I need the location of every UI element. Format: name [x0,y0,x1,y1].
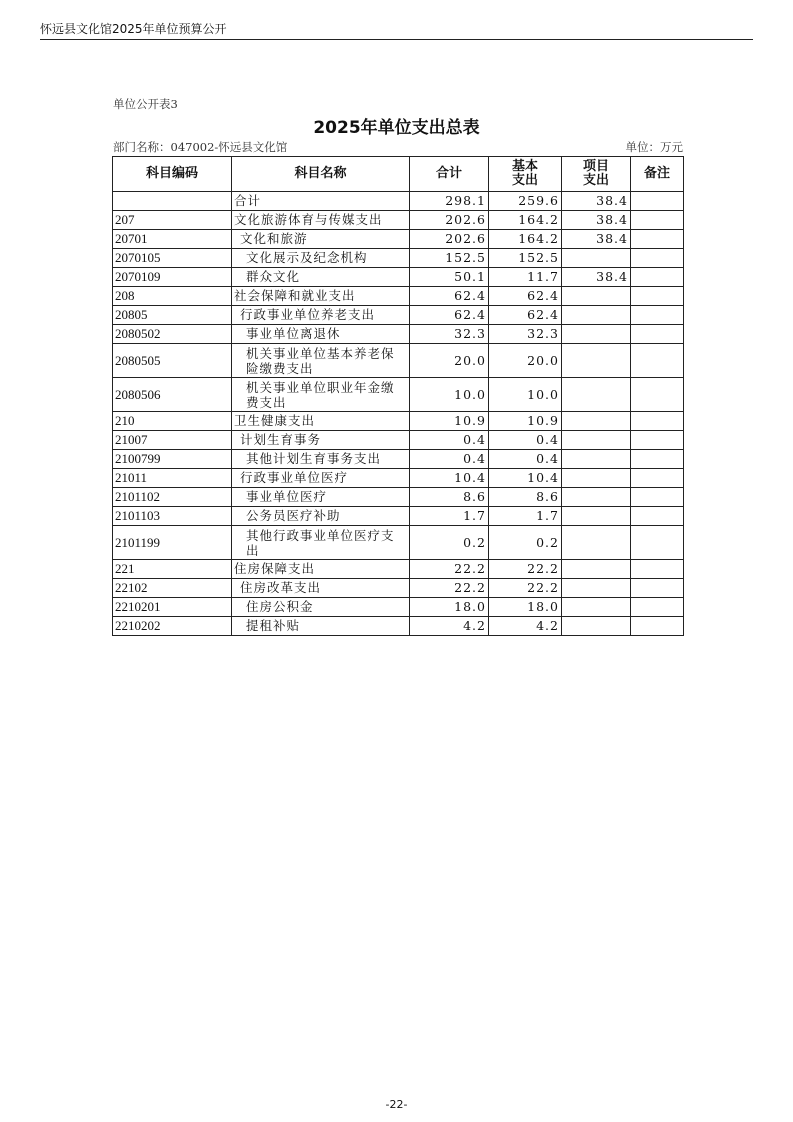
row-name: 计划生育事务 [232,431,410,450]
row-note [631,469,684,488]
row-project [562,325,631,344]
row-note [631,306,684,325]
row-code: 2210201 [113,598,232,617]
row-total: 202.6 [410,230,489,249]
column-header-code: 科目编码 [113,157,232,192]
row-note [631,617,684,636]
row-name: 提租补贴 [232,617,410,636]
column-header-total: 合计 [410,157,489,192]
row-name: 行政事业单位医疗 [232,469,410,488]
row-project [562,469,631,488]
row-note [631,560,684,579]
row-basic: 20.0 [489,344,562,378]
row-total: 202.6 [410,211,489,230]
table-row [113,211,684,230]
page-number: -22- [385,1098,408,1111]
row-name: 事业单位医疗 [232,488,410,507]
row-code: 22102 [113,579,232,598]
row-name: 社会保障和就业支出 [232,287,410,306]
row-total: 10.9 [410,412,489,431]
expenditure-table [112,156,684,636]
row-name: 行政事业单位养老支出 [232,306,410,325]
row-note [631,488,684,507]
row-name: 文化展示及纪念机构 [232,249,410,268]
table-row [113,469,684,488]
row-total: 62.4 [410,287,489,306]
row-project [562,412,631,431]
row-code: 2210202 [113,617,232,636]
row-name: 住房改革支出 [232,579,410,598]
row-project: 38.4 [562,211,631,230]
table-row [113,598,684,617]
header-divider [40,39,753,40]
table-row [113,344,684,378]
row-project [562,450,631,469]
row-project [562,507,631,526]
table-row [113,192,684,211]
row-total: 4.2 [410,617,489,636]
row-total: 1.7 [410,507,489,526]
row-total: 22.2 [410,560,489,579]
table-row [113,526,684,560]
row-note [631,344,684,378]
row-project [562,431,631,450]
row-basic: 18.0 [489,598,562,617]
row-code: 2101103 [113,507,232,526]
row-name: 其他行政事业单位医疗支出 [232,526,410,560]
row-basic: 22.2 [489,560,562,579]
row-code: 208 [113,287,232,306]
row-total: 0.2 [410,526,489,560]
table-row [113,287,684,306]
row-total: 62.4 [410,306,489,325]
row-code: 2080506 [113,378,232,412]
row-total: 152.5 [410,249,489,268]
row-project [562,378,631,412]
table-row [113,378,684,412]
table-row [113,268,684,287]
row-note [631,211,684,230]
row-name: 公务员医疗补助 [232,507,410,526]
row-total: 18.0 [410,598,489,617]
row-total: 50.1 [410,268,489,287]
row-basic: 152.5 [489,249,562,268]
row-note [631,378,684,412]
table-row [113,306,684,325]
row-project [562,560,631,579]
row-name: 群众文化 [232,268,410,287]
row-project [562,488,631,507]
page-header-title: 怀远县文化馆2025年单位预算公开 [40,22,227,36]
row-code: 221 [113,560,232,579]
table-row [113,617,684,636]
table-number: 单位公开表3 [113,97,178,111]
row-name: 文化旅游体育与传媒支出 [232,211,410,230]
column-header-project [562,157,631,192]
row-basic: 164.2 [489,230,562,249]
row-code: 2100799 [113,450,232,469]
table-row [113,325,684,344]
column-header-project-line1: 项目 [582,159,609,174]
row-total: 20.0 [410,344,489,378]
row-basic: 22.2 [489,579,562,598]
column-header-basic-line1: 基本 [511,159,538,174]
row-note [631,598,684,617]
row-total: 10.4 [410,469,489,488]
row-code: 210 [113,412,232,431]
row-name: 文化和旅游 [232,230,410,249]
row-total: 0.4 [410,431,489,450]
row-code: 2070105 [113,249,232,268]
row-note [631,579,684,598]
row-note [631,192,684,211]
column-header-basic-line2: 支出 [511,173,538,188]
row-code: 2101102 [113,488,232,507]
row-name: 合计 [232,192,410,211]
row-note [631,431,684,450]
row-basic: 10.4 [489,469,562,488]
row-basic: 164.2 [489,211,562,230]
table-row [113,431,684,450]
row-code: 2080502 [113,325,232,344]
row-name: 机关事业单位基本养老保险缴费支出 [232,344,410,378]
row-project: 38.4 [562,192,631,211]
document-title: 2025年单位支出总表 [313,118,480,138]
row-project [562,617,631,636]
table-row [113,560,684,579]
table-row [113,249,684,268]
row-basic: 10.0 [489,378,562,412]
row-basic: 4.2 [489,617,562,636]
row-note [631,325,684,344]
row-name: 机关事业单位职业年金缴费支出 [232,378,410,412]
row-code: 20805 [113,306,232,325]
column-header-note: 备注 [631,157,684,192]
row-basic: 62.4 [489,306,562,325]
row-note [631,412,684,431]
row-basic: 11.7 [489,268,562,287]
row-basic: 0.4 [489,450,562,469]
row-basic: 0.4 [489,431,562,450]
column-header-basic [489,157,562,192]
row-total: 298.1 [410,192,489,211]
table-row [113,507,684,526]
column-header-name: 科目名称 [232,157,410,192]
row-basic: 62.4 [489,287,562,306]
row-total: 32.3 [410,325,489,344]
row-basic: 8.6 [489,488,562,507]
row-project: 38.4 [562,268,631,287]
row-project: 38.4 [562,230,631,249]
row-total: 8.6 [410,488,489,507]
table-header-row [113,157,684,192]
row-total: 0.4 [410,450,489,469]
row-basic: 10.9 [489,412,562,431]
row-name: 卫生健康支出 [232,412,410,431]
table-row [113,488,684,507]
row-basic: 1.7 [489,507,562,526]
row-project [562,287,631,306]
table-row [113,412,684,431]
row-code: 21007 [113,431,232,450]
unit-label: 单位：万元 [625,140,683,154]
row-project [562,306,631,325]
row-code: 21011 [113,469,232,488]
row-name: 住房公积金 [232,598,410,617]
row-project [562,249,631,268]
row-note [631,526,684,560]
row-code [113,192,232,211]
row-name: 其他计划生育事务支出 [232,450,410,469]
row-code: 207 [113,211,232,230]
row-basic: 0.2 [489,526,562,560]
row-name: 事业单位离退休 [232,325,410,344]
row-basic: 32.3 [489,325,562,344]
row-code: 20701 [113,230,232,249]
row-note [631,507,684,526]
row-project [562,598,631,617]
row-note [631,450,684,469]
row-note [631,230,684,249]
table-row [113,579,684,598]
row-basic: 259.6 [489,192,562,211]
row-project [562,579,631,598]
row-code: 2080505 [113,344,232,378]
department-name: 部门名称：047002-怀远县文化馆 [113,140,288,154]
row-project [562,344,631,378]
row-note [631,249,684,268]
row-code: 2101199 [113,526,232,560]
column-header-project-line2: 支出 [582,173,609,188]
row-project [562,526,631,560]
row-name: 住房保障支出 [232,560,410,579]
row-note [631,268,684,287]
row-note [631,287,684,306]
row-total: 10.0 [410,378,489,412]
row-code: 2070109 [113,268,232,287]
table-row [113,450,684,469]
row-total: 22.2 [410,579,489,598]
table-row [113,230,684,249]
